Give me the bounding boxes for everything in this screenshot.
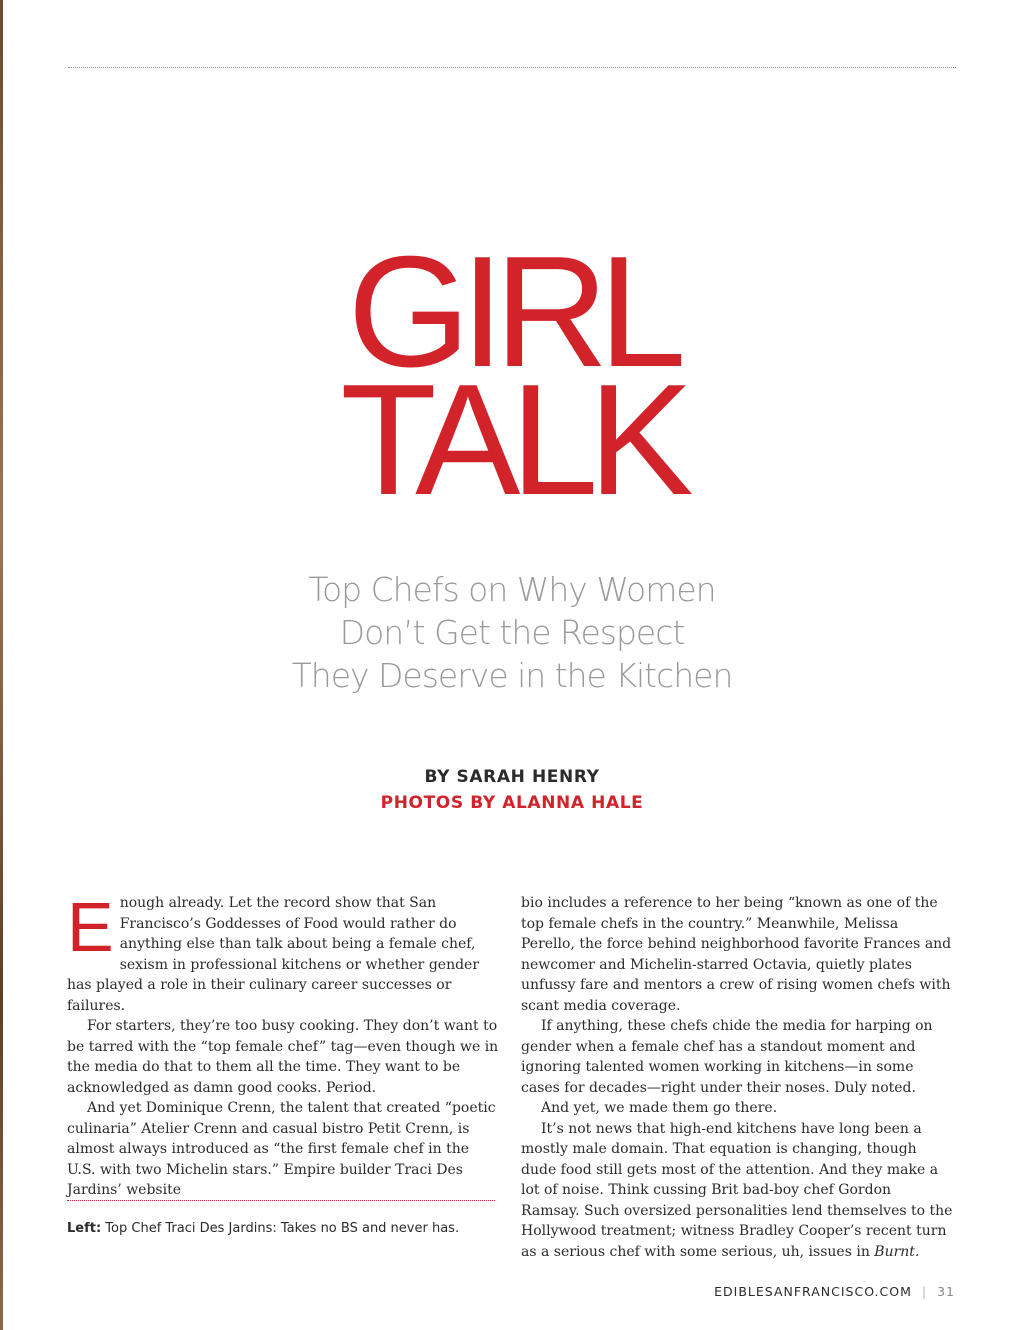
headline bbox=[0, 224, 1024, 528]
headline-line-1: GIRL bbox=[347, 224, 677, 400]
drop-cap: E bbox=[67, 888, 114, 966]
caption-label: Left: bbox=[67, 1221, 102, 1236]
top-dotted-rule bbox=[68, 67, 956, 68]
body-paragraph: And yet Dominique Crenn, the talent that created “poetic culinaria” Atelier Crenn and casual bistro Petit Crenn, is almost always introduced as “the first female chef in the U.S. with two Michelin stars.” Empire builder Traci Des Jardins’ website bbox=[67, 1100, 496, 1198]
byline bbox=[0, 764, 1024, 816]
body-column-left bbox=[67, 888, 499, 1201]
subheadline-line-1: Top Chefs on Why Women bbox=[308, 570, 716, 609]
caption-dotted-rule bbox=[67, 1200, 495, 1201]
body-paragraph: bio includes a reference to her being “known as one of the top female chefs in the country.” Meanwhile, Melissa Perello, the force behind neighborhood favorite Frances and newcomer and Michelin-starred Octavia, quietly plates unfussy fare and mentors a crew of rising women chefs with scant media coverage. bbox=[521, 895, 952, 1014]
body-paragraph: For starters, they’re too busy cooking. They don’t want to be tarred with the “top female chef” tag—even though we in the media do that to them all the time. They want to be acknowledged as damn good cooks. Period. bbox=[67, 1018, 499, 1096]
footer-separator: | bbox=[921, 1284, 928, 1299]
film-title: Burnt. bbox=[874, 1243, 920, 1260]
body-paragraph bbox=[521, 1119, 953, 1263]
photo-credit: PHOTOS BY ALANNA HALE bbox=[380, 793, 644, 813]
caption-text: Top Chef Traci Des Jardins: Takes no BS and never has. bbox=[101, 1221, 460, 1236]
photo-caption bbox=[67, 1221, 459, 1236]
page-footer bbox=[714, 1284, 955, 1299]
headline-line-2: TALK bbox=[340, 352, 684, 528]
paragraph-text: It’s not news that high-end kitchens have long been a mostly male domain. That equation is changing, though dude food still gets most of the attention. And they make a lot of noise. Think cussing Brit bad-boy chef Gordon Ramsay. Such oversized personalities lend themselves to the Hollywood treatment; witness Bradley Cooper’s recent turn as a serious chef with some serious, uh, issues in bbox=[521, 1120, 953, 1260]
subheadline-line-3: They Deserve in the Kitchen bbox=[291, 656, 733, 695]
subheadline bbox=[0, 568, 1024, 697]
body-paragraph: If anything, these chefs chide the media for harping on gender when a female chef has a standout moment and ignoring talented women working in kitchens—in some cases for decades—right under their noses. Duly noted. bbox=[521, 1018, 933, 1096]
body-column-right bbox=[521, 893, 953, 1262]
body-paragraph: And yet, we made them go there. bbox=[541, 1100, 778, 1116]
website-url: EDIBLESANFRANCISCO.COM bbox=[714, 1284, 912, 1299]
subheadline-line-2: Don’t Get the Respect bbox=[339, 613, 685, 652]
paragraph-text: nough already. Let the record show that San Francisco’s Goddesses of Food would rather do anything else than talk about being a female chef, sexism in professional kitchens or whether gender has played a role in their culinary career successes or failures. bbox=[67, 895, 480, 1014]
author-credit: BY SARAH HENRY bbox=[424, 767, 600, 787]
page-number: 31 bbox=[937, 1284, 955, 1299]
body-paragraph bbox=[67, 888, 499, 1016]
